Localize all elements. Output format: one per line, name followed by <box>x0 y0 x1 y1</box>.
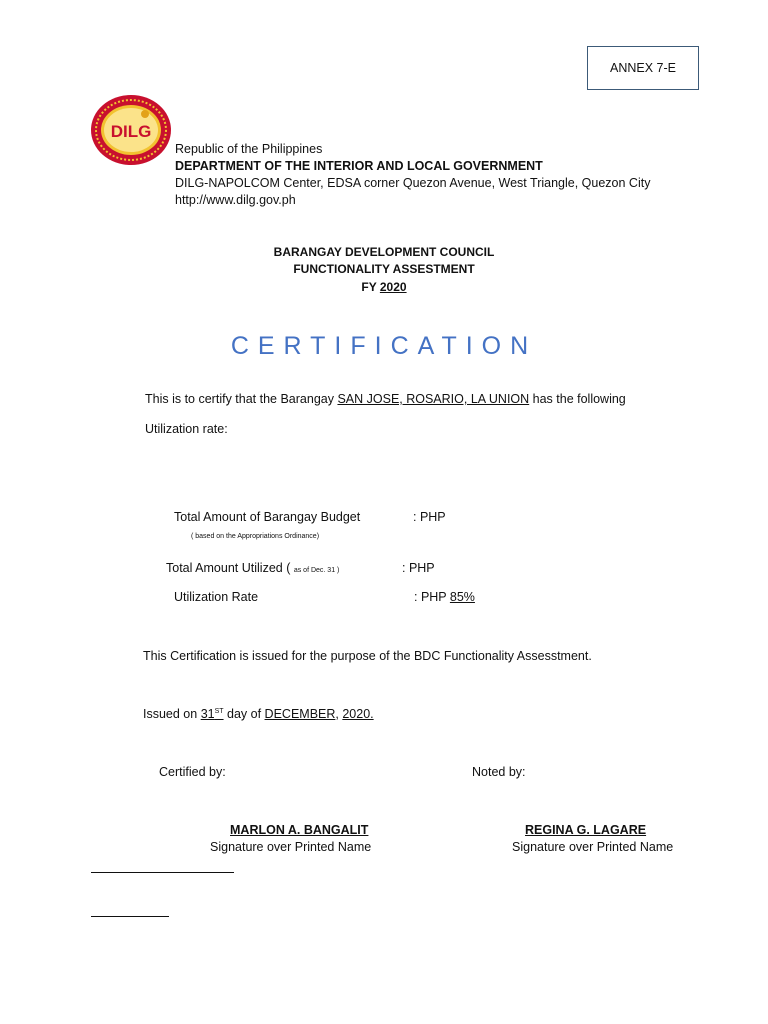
intro-line1 <box>145 392 626 406</box>
utilization-rate-label: Utilization Rate <box>174 590 259 604</box>
fy-year: 2020 <box>379 280 407 294</box>
purpose-text: This Certification is issued for the purpose of the BDC Functionality Assesstment. <box>143 649 592 663</box>
total-utilized-label: Total Amount Utilized ( <box>166 561 291 575</box>
footer-rule-long <box>91 872 234 873</box>
utilization-rate-prefix: : PHP <box>414 590 450 604</box>
intro-suffix: has the following <box>529 392 626 406</box>
certified-by-label: Certified by: <box>159 765 226 779</box>
issued-day: 31 <box>200 707 215 721</box>
intro-line2: Utilization rate: <box>145 422 228 436</box>
header-republic: Republic of the Philippines <box>175 142 323 156</box>
utilization-rate-value: 85% <box>449 590 475 604</box>
header-department: DEPARTMENT OF THE INTERIOR AND LOCAL GOVERNMENT <box>175 159 543 173</box>
total-utilized-line <box>166 561 339 575</box>
total-utilized-note: as of Dec. 31 ) <box>293 567 340 574</box>
noted-by-label: Noted by: <box>472 765 526 779</box>
issued-comma: , <box>335 707 343 721</box>
certifier-caption: Signature over Printed Name <box>210 840 372 854</box>
total-budget-note: ( based on the Appropriations Ordinance) <box>191 533 320 540</box>
noter-name-text: REGINA G. LAGARE <box>525 823 647 837</box>
issued-prefix: Issued on <box>143 707 201 721</box>
utilization-rate-line <box>414 590 475 604</box>
dilg-logo <box>90 94 172 166</box>
total-utilized-value: : PHP <box>402 561 435 575</box>
total-budget-value: : PHP <box>413 510 446 524</box>
issued-year: 2020. <box>342 707 374 721</box>
footer-rule-short <box>91 916 169 917</box>
assessment-line1: BARANGAY DEVELOPMENT COUNCIL <box>273 245 495 259</box>
assessment-fy <box>0 280 768 294</box>
assessment-line2: FUNCTIONALITY ASSESTMENT <box>293 262 475 276</box>
noter-caption: Signature over Printed Name <box>512 840 674 854</box>
intro-prefix: This is to certify that the Barangay <box>145 392 338 406</box>
issued-line <box>143 707 374 721</box>
issued-month: DECEMBER <box>264 707 336 721</box>
header-website[interactable]: http://www.dilg.gov.ph <box>175 193 296 207</box>
annex-label: ANNEX 7-E <box>587 46 699 90</box>
issued-day-suffix: ST <box>214 707 224 715</box>
certifier-name-text: MARLON A. BANGALIT <box>230 823 369 837</box>
issued-middle: day of <box>223 707 265 721</box>
fy-prefix: FY <box>361 280 380 294</box>
header-address: DILG-NAPOLCOM Center, EDSA corner Quezon Avenue, West Triangle, Quezon City <box>175 176 651 190</box>
certifier-name <box>230 823 368 837</box>
total-budget-label: Total Amount of Barangay Budget <box>174 510 361 524</box>
barangay-name: SAN JOSE, ROSARIO, LA UNION <box>337 392 530 406</box>
certification-title: CERTIFICATION <box>230 332 538 360</box>
noter-name <box>525 823 646 837</box>
logo-text: DILG <box>110 122 152 141</box>
